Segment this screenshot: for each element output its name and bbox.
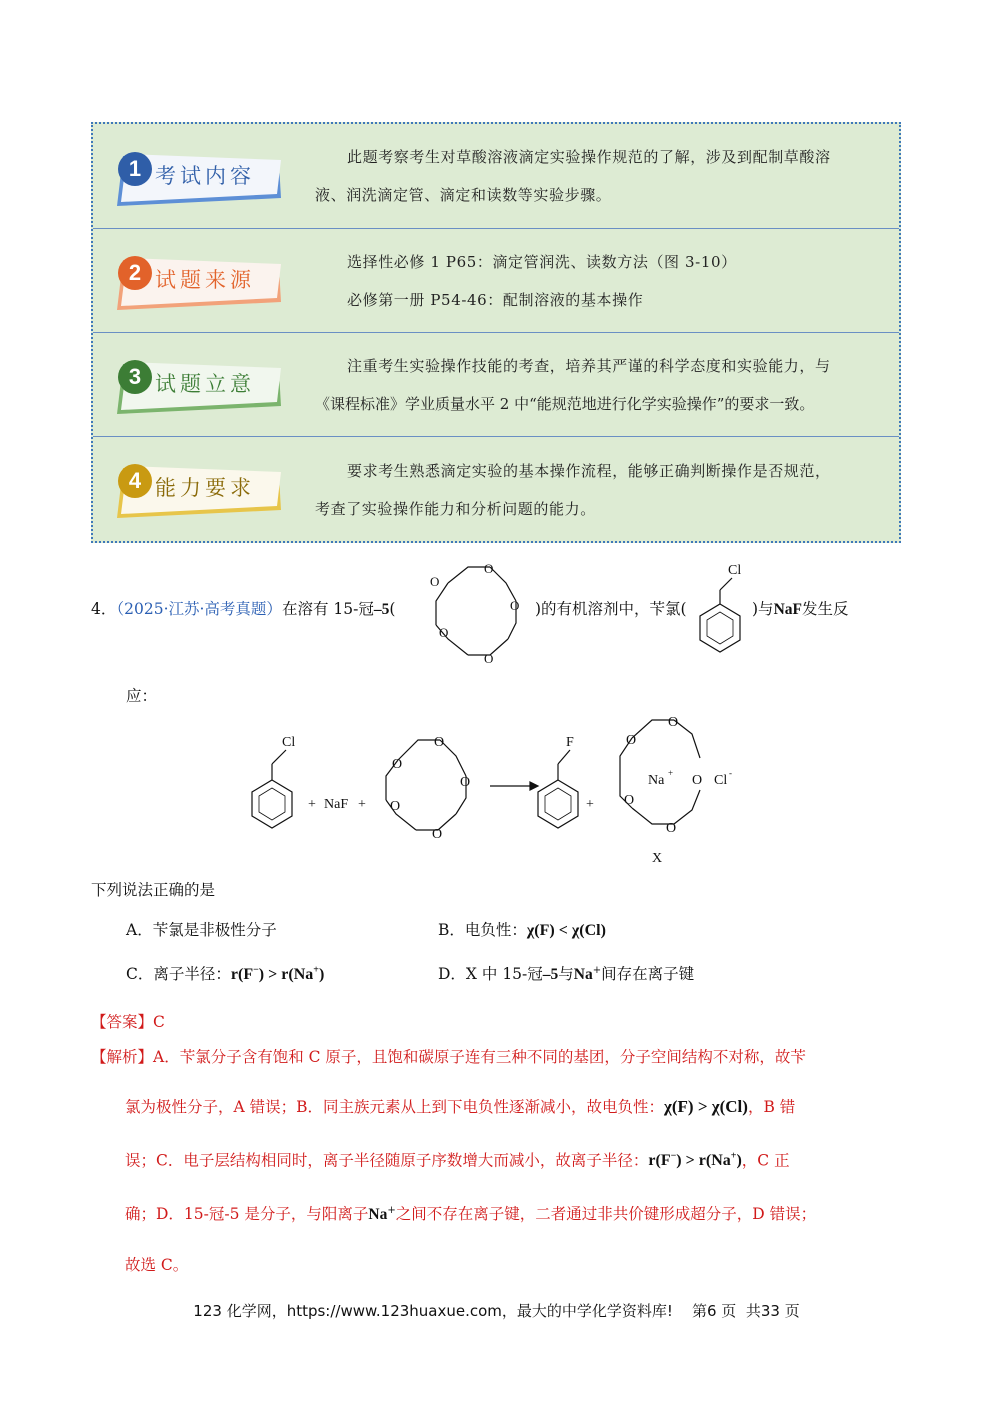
svg-text:O: O (390, 799, 401, 814)
svg-text:O: O (624, 793, 635, 808)
question-stem-line1b: )的有机溶剂中，苄氯( (535, 600, 687, 618)
benzyl-chloride-structure (692, 558, 752, 658)
row-divider (93, 228, 899, 229)
svg-text:O: O (430, 574, 440, 589)
badge-number: 2 (128, 260, 142, 285)
svg-text:Cl: Cl (282, 735, 296, 750)
question-stem-line2: 应： (126, 687, 158, 705)
svg-text:O: O (666, 821, 677, 836)
svg-text:O: O (434, 735, 445, 750)
svg-text:+: + (308, 797, 316, 812)
question-stem-line1c: )与NaF发生反 (752, 600, 849, 618)
svg-text:O: O (692, 773, 703, 788)
svg-text:O: O (484, 651, 494, 666)
answer-value: C (153, 1013, 165, 1031)
option-a[interactable]: A．苄氯是非极性分子 (126, 921, 277, 939)
svg-text:-: - (729, 768, 732, 778)
question-source: （2025·江苏·高考真题） (116, 600, 282, 618)
svg-text:Cl: Cl (714, 773, 728, 788)
page-footer: 123 化学网，https://www.123huaxue.com，最大的中学化学资料库! 第6 页 共33 页 (193, 1302, 800, 1320)
crown-ether-15-5-structure (420, 555, 535, 670)
svg-text:O: O (484, 561, 494, 576)
info-text-3: 注重考生实验操作技能的考查，培养其严谨的科学态度和实验能力，与 《课程标准》学业质量水平 2 中“能规范地进行化学实验操作”的要求一致。 (315, 357, 831, 413)
badge-exam-content (111, 148, 286, 210)
row-divider (93, 436, 899, 437)
analysis: 【解析】A．苄氯分子含有饱和 C 原子，且饱和碳原子连有三种不同的基团，分子空间结构不对称，故苄 氯为极性分子，A 错误；B．同主族元素从上到下电负性逐渐减小，故电负性：χ(F) > χ(Cl)，B 错 误；C．电子层结构相同时，离子半径随原子序数增大而减小，故离子半径：r(F−) > r(Na+)，C 正 确；D．15-冠-5 是分子，与阳离子Na+之间不存在离子键，二者通过非共价键形成超分子，D 错误； 故选 C。 (91, 1048, 817, 1275)
info-text-2: 选择性必修 1 P65：滴定管润洗、读数方法（图 3-10） 必修第一册 P54-46：配制溶液的基本操作 (347, 253, 737, 309)
reaction-scheme (240, 700, 780, 870)
svg-text:O: O (668, 715, 679, 730)
svg-text:+: + (668, 768, 674, 778)
badge-label: 能力要求 (155, 476, 255, 500)
option-c[interactable]: C．离子半径：r(F−) > r(Na+) (126, 964, 325, 983)
info-text-4: 要求考生熟悉滴定实验的基本操作流程，能够正确判断操作是否规范， 考查了实验操作能力和分析问题的能力。 (315, 462, 831, 518)
row-divider (93, 332, 899, 333)
svg-text:O: O (432, 827, 443, 842)
svg-text:F: F (566, 735, 574, 750)
info-box (91, 122, 901, 543)
info-text-1: 此题考察考生对草酸溶液滴定实验操作规范的了解，涉及到配制草酸溶 液、润洗滴定管、滴定和读数等实验步骤。 (315, 148, 831, 204)
svg-text:NaF: NaF (324, 797, 349, 812)
svg-text:X: X (652, 851, 663, 866)
svg-text:Na: Na (648, 773, 665, 788)
svg-text:O: O (392, 757, 403, 772)
answer (91, 1010, 165, 1032)
question-prompt: 下列说法正确的是 (91, 881, 216, 899)
answer-label: 【答案】 (91, 1013, 154, 1031)
svg-text:O: O (460, 775, 471, 790)
badge-number: 4 (128, 468, 142, 493)
analysis-label: 【解析】 (91, 1048, 154, 1066)
svg-text:O: O (510, 598, 520, 613)
svg-text:O: O (626, 733, 637, 748)
badge-label: 试题立意 (155, 372, 255, 396)
option-d[interactable]: D．X 中 15-冠–5与Na+间存在离子键 (438, 964, 695, 983)
question-stem-line1: 4．（2025·江苏·高考真题）在溶有 15-冠–5( (91, 600, 396, 618)
svg-text:+: + (358, 797, 366, 812)
svg-text:O: O (439, 625, 449, 640)
badge-question-intent (111, 356, 286, 418)
badge-number: 1 (128, 156, 142, 181)
badge-label: 试题来源 (155, 268, 255, 292)
badge-label: 考试内容 (155, 164, 255, 188)
svg-text:+: + (586, 797, 594, 812)
svg-text:Cl: Cl (728, 563, 742, 578)
badge-ability-requirement (111, 460, 286, 522)
badge-number: 3 (128, 364, 142, 389)
badge-question-source (111, 252, 286, 314)
option-b[interactable]: B．电负性：χ(F) < χ(Cl) (438, 921, 606, 939)
